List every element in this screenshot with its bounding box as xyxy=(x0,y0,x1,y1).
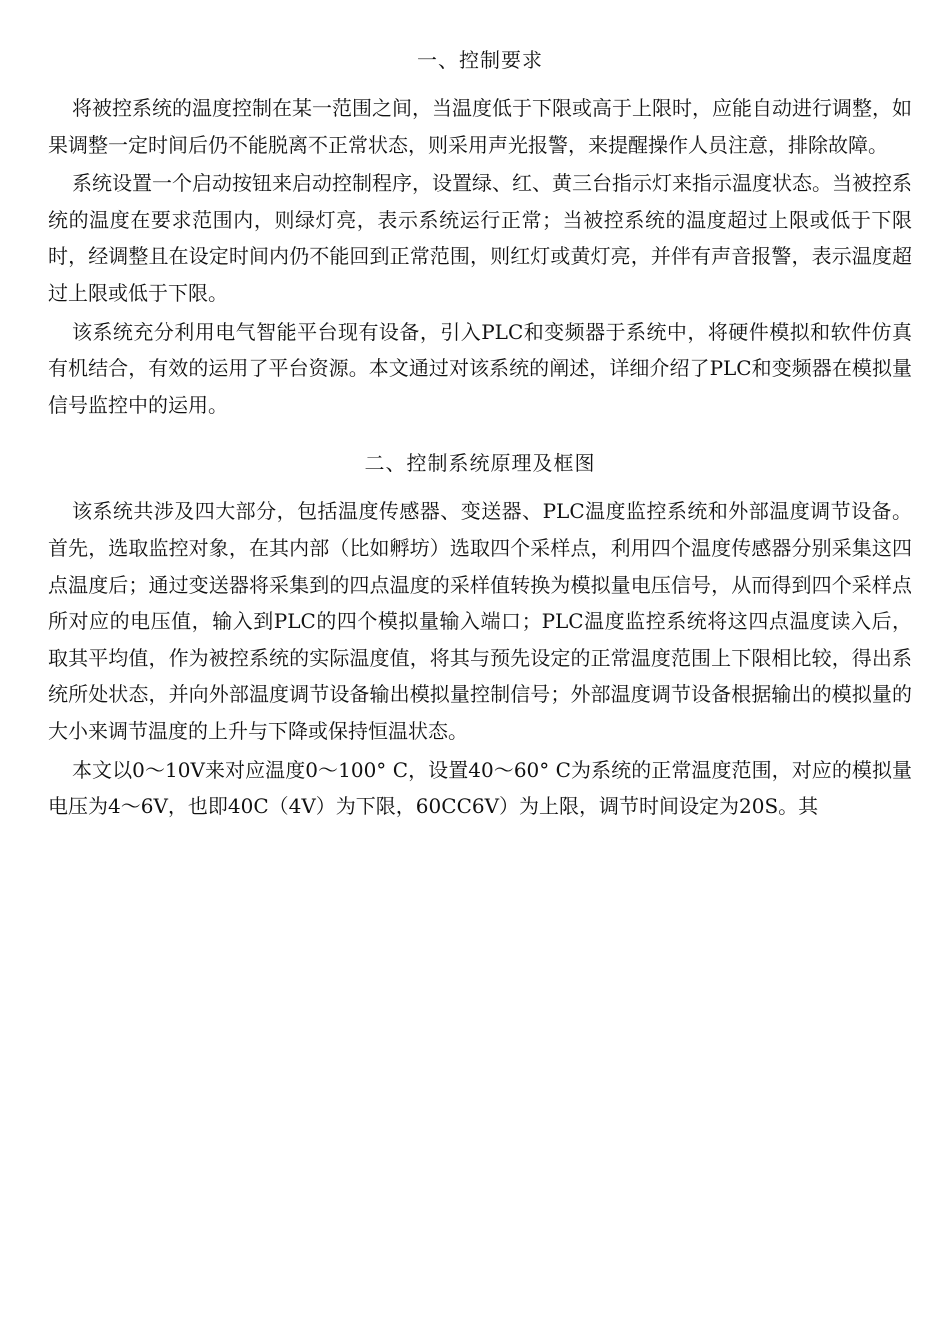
document-page xyxy=(48,40,912,827)
section-1-paragraph-2: 系统设置一个启动按钮来启动控制程序，设置绿、红、黄三台指示灯来指示温度状态。当被控系统的温度在要求范围内，则绿灯亮，表示系统运行正常；当被控系统的温度超过上限或低于下限时，经调整且在设定时间内仍不能回到正常范围，则红灯或黄灯亮，并伴有声音报警，表示温度超过上限或低于下限。 xyxy=(48,171,912,305)
section-2-paragraph-1: 该系统共涉及四大部分，包括温度传感器、变送器、PLC温度监控系统和外部温度调节设备。首先，选取监控对象，在其内部（比如孵坊）选取四个采样点，利用四个温度传感器分别采集这四点温度后；通过变送器将采集到的四点温度的采样值转换为模拟量电压信号，从而得到四个采样点所对应的电压值，输入到PLC的四个模拟量输入端口；PLC温度监控系统将这四点温度读入后，取其平均值，作为被控系统的实际温度值，将其与预先设定的正常温度范围上下限相比较，得出系统所处状态，并向外部温度调节设备输出模拟量控制信号；外部温度调节设备根据输出的模拟量的大小来调节温度的上升与下降或保持恒温状态。 xyxy=(48,499,912,743)
section-2-paragraph-2: 本文以0～10V来对应温度0～100° C，设置40～60° C为系统的正常温度范围，对应的模拟量电压为4～6V，也即40C（4V）为下限，60CC6V）为上限，调节时间设定为20S。其 xyxy=(48,757,912,819)
section-1-paragraph-3: 该系统充分利用电气智能平台现有设备，引入PLC和变频器于系统中，将硬件模拟和软件仿真有机结合，有效的运用了平台资源。本文通过对该系统的阐述，详细介绍了PLC和变频器在模拟量信号监控中的运用。 xyxy=(48,319,912,417)
section-1-title: 一、控制要求 xyxy=(417,48,543,72)
section-1-paragraph-1: 将被控系统的温度控制在某一范围之间，当温度低于下限或高于上限时，应能自动进行调整，如果调整一定时间后仍不能脱离不正常状态，则采用声光报警，来提醒操作人员注意，排除故障。 xyxy=(48,96,912,157)
section-2-title: 二、控制系统原理及框图 xyxy=(364,451,596,476)
